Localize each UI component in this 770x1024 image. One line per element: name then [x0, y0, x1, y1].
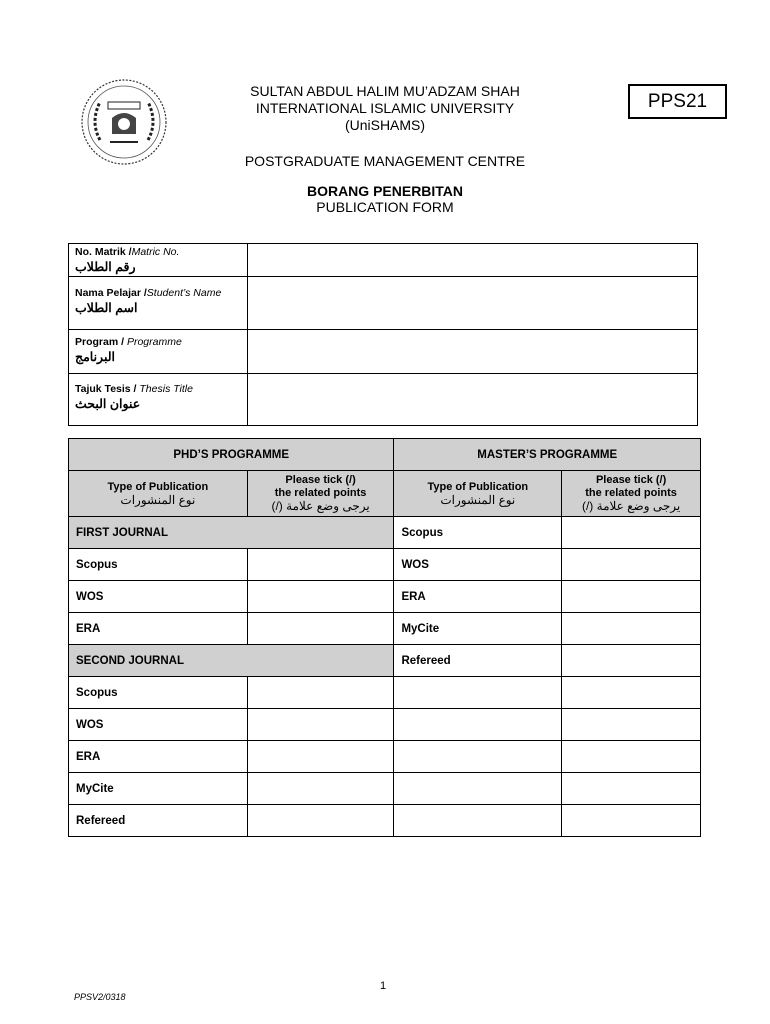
- master-publication-type: [394, 773, 562, 805]
- phd-tick-cell[interactable]: [247, 773, 394, 805]
- phd-type-heading: Type of Publication نوع المنشورات: [69, 471, 248, 517]
- programme-heading-row: [69, 439, 701, 471]
- master-tick-cell: [562, 741, 701, 773]
- centre-name: POSTGRADUATE MANAGEMENT CENTRE: [244, 153, 526, 169]
- master-publication-type: [394, 805, 562, 837]
- master-publication-type: WOS: [394, 549, 562, 581]
- table-row: [69, 709, 701, 741]
- phd-publication-type: WOS: [69, 581, 248, 613]
- master-tick-cell: [562, 773, 701, 805]
- thesis-title-field[interactable]: [248, 374, 698, 426]
- student-name-label-arabic: اسم الطلاب: [75, 301, 138, 315]
- master-tick-cell[interactable]: [562, 517, 701, 549]
- phd-publication-type: Scopus: [69, 677, 248, 709]
- programme-label-arabic: البرنامج: [75, 350, 116, 364]
- page-number: 1: [380, 980, 387, 992]
- phd-tick-cell[interactable]: [247, 741, 394, 773]
- matric-label: No. Matrik /Matric No. رقم الطلاب: [69, 244, 248, 277]
- info-row-programme: [69, 330, 698, 374]
- form-title-malay: BORANG PENERBITAN: [306, 183, 464, 199]
- phd-tick-heading: Please tick (/) the related points يرجى وضع علامة (/): [247, 471, 394, 517]
- phd-tick-cell[interactable]: [247, 805, 394, 837]
- table-row: [69, 741, 701, 773]
- master-tick-cell[interactable]: [562, 645, 701, 677]
- footer-code: PPSV2/0318: [74, 992, 126, 1002]
- info-row-matric: [69, 244, 698, 277]
- table-row: [69, 613, 701, 645]
- university-name-line2: INTERNATIONAL ISLAMIC UNIVERSITY: [255, 100, 515, 116]
- matric-no-field[interactable]: [248, 244, 698, 277]
- phd-publication-type: MyCite: [69, 773, 248, 805]
- phd-section-heading: FIRST JOURNAL: [69, 517, 394, 549]
- student-name-field[interactable]: [248, 277, 698, 330]
- university-abbrev: (UniSHAMS): [344, 117, 426, 133]
- master-tick-cell[interactable]: [562, 613, 701, 645]
- master-tick-cell: [562, 677, 701, 709]
- phd-tick-cell[interactable]: [247, 549, 394, 581]
- university-name-line1: SULTAN ABDUL HALIM MU’ADZAM SHAH: [250, 83, 520, 99]
- phd-publication-type: Refereed: [69, 805, 248, 837]
- master-tick-heading: Please tick (/) the related points يرجى وضع علامة (/): [562, 471, 701, 517]
- master-publication-type: Scopus: [394, 517, 562, 549]
- master-publication-type: Refereed: [394, 645, 562, 677]
- master-publication-type: [394, 741, 562, 773]
- programme-label: Program / Programme البرنامج: [69, 330, 248, 374]
- table-row: [69, 805, 701, 837]
- table-row: [69, 645, 701, 677]
- phd-programme-heading: PHD’S PROGRAMME: [69, 439, 394, 471]
- student-info-table: [68, 243, 698, 426]
- phd-publication-type: ERA: [69, 741, 248, 773]
- table-row: [69, 773, 701, 805]
- phd-tick-cell[interactable]: [247, 581, 394, 613]
- table-row: [69, 549, 701, 581]
- table-row: [69, 677, 701, 709]
- master-tick-cell[interactable]: [562, 581, 701, 613]
- university-seal-logo: [78, 78, 170, 166]
- master-tick-cell: [562, 805, 701, 837]
- info-row-name: [69, 277, 698, 330]
- programme-field[interactable]: [248, 330, 698, 374]
- form-title-english: PUBLICATION FORM: [316, 199, 454, 215]
- thesis-title-label-arabic: عنوان البحث: [75, 397, 141, 411]
- master-tick-cell[interactable]: [562, 549, 701, 581]
- phd-publication-type: ERA: [69, 613, 248, 645]
- master-type-heading: Type of Publication نوع المنشورات: [394, 471, 562, 517]
- phd-publication-type: WOS: [69, 709, 248, 741]
- column-heading-row: [69, 471, 701, 517]
- phd-tick-cell[interactable]: [247, 613, 394, 645]
- publication-rows: [69, 517, 701, 837]
- thesis-title-label: Tajuk Tesis / Thesis Title عنوان البحث: [69, 374, 248, 426]
- student-name-label: Nama Pelajar /Student’s Name اسم الطلاب: [69, 277, 248, 330]
- form-code-box: PPS21: [628, 84, 727, 119]
- phd-tick-cell[interactable]: [247, 709, 394, 741]
- master-publication-type: MyCite: [394, 613, 562, 645]
- phd-publication-type: Scopus: [69, 549, 248, 581]
- table-row: [69, 517, 701, 549]
- info-row-thesis: [69, 374, 698, 426]
- phd-section-heading: SECOND JOURNAL: [69, 645, 394, 677]
- master-tick-cell: [562, 709, 701, 741]
- master-publication-type: [394, 677, 562, 709]
- publication-table: [68, 438, 701, 837]
- master-programme-heading: MASTER’S PROGRAMME: [394, 439, 701, 471]
- master-publication-type: [394, 709, 562, 741]
- table-row: [69, 581, 701, 613]
- master-publication-type: ERA: [394, 581, 562, 613]
- matric-label-arabic: رقم الطلاب: [75, 260, 136, 274]
- phd-tick-cell[interactable]: [247, 677, 394, 709]
